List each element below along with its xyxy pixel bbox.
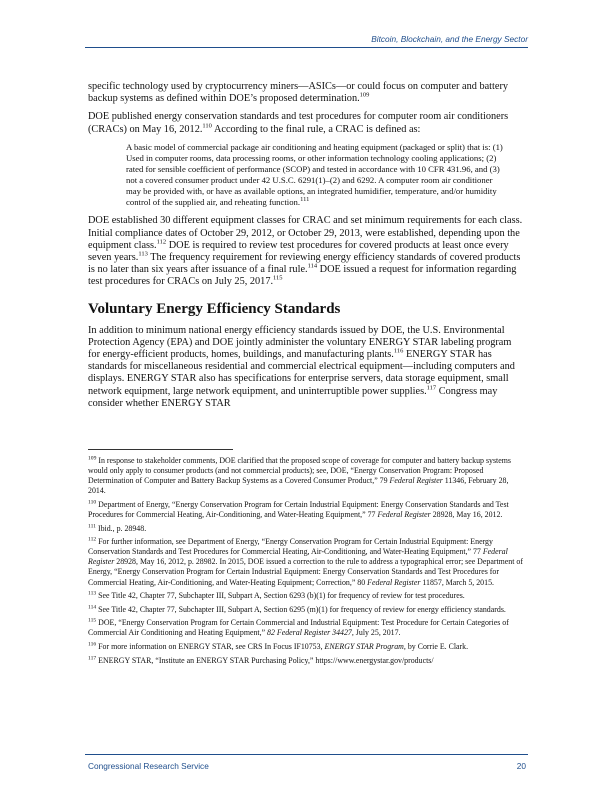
paragraph-1: specific technology used by cryptocurrency miners—ASICs—or could focus on computer and battery backup systems as defined within DOE’s proposed determination.$^{109}$ (88, 81, 509, 105)
page-number: 20 (516, 761, 526, 771)
paragraph-3: DOE established 30 different equipment classes for CRAC and set minimum requirements for each class. Initial compliance dates of October 29, 2012, or October 29, 2013, were established, depending upon the equipment class.$^{112}$ DOE is required to review test procedures for covered products at least once every seven years.$^{113}$ The frequency requirement for reviewing energy efficiency standards of covered products is no later than six years after issuance of a final rule.$^{114}$ DOE issued a request for information regarding test procedures for CRACs on July 25, 2017.$^{115}$ (88, 215, 523, 288)
footnote-113: $^{113}$ See Title 42, Chapter 77, Subchapter III, Subpart A, Section 6293 (b)(1) for frequency of review for test procedures. (88, 590, 465, 601)
paragraph-2: DOE published energy conservation standards and test procedures for computer room air conditioners (CRACs) on May 16, 2012.$^{110}$ According to the final rule, a CRAC is defined as: (88, 111, 509, 135)
footnote-111: $^{111}$ Ibid., p. 28948. (88, 522, 147, 533)
running-header: Bitcoin, Blockchain, and the Energy Sector (85, 34, 528, 48)
footer-source: Congressional Research Service (88, 761, 209, 771)
footnote-109: $^{109}$ In response to stakeholder comments, DOE clarified that the proposed scope of coverage for computer and battery backup systems would only apply to consumer products (and not commercial products); see, DOE, “Energy Conservation Program: Proposed Determination of Computer and Battery Backup Systems as a Covered Consumer Product,” 79 Federal Register 11346, February 28, 2014. (88, 455, 511, 496)
footnote-117: $^{117}$ ENERGY STAR, “Institute an ENERGY STAR Purchasing Policy,” https://www.energystar.gov/products/ (88, 654, 434, 665)
section-heading: Voluntary Energy Efficiency Standards (88, 300, 341, 317)
footnote-ref[interactable]: 117 (426, 384, 437, 392)
footnote-110: $^{110}$ Department of Energy, “Energy Conservation Program for Certain Industrial Equipment: Energy Conservation Standards and Test Procedures for Commercial Heating, Air-Conditioning, and Water-Heating Equipment,” 77 Federal Register 28928, May 16, 2012. (88, 499, 509, 519)
footnote-ref[interactable]: 112 (156, 238, 167, 246)
paragraph-4: In addition to minimum national energy efficiency standards issued by DOE, the U.S. Environmental Protection Agency (EPA) and DOE jointly administer the voluntary ENERGY STAR labeling program for energy-efficient products, homes, buildings, and manufacturing plants.$^{116}$ ENERGY STAR has standards for miscellaneous residential and commercial electrical equipment—including computers and displays. ENERGY STAR also has specifications for enterprise servers, data storage equipment, small network equipment, large network equipment, and uninterruptible power supplies.$^{117}$ Congress may consider whether ENERGY STAR (88, 324, 515, 409)
footnotes (88, 456, 524, 669)
footnote-link[interactable]: ENERGY STAR, “Institute an ENERGY STAR Purchasing Policy,” https://www.energystar.gov/products/ (96, 655, 434, 665)
footer-divider (85, 754, 528, 755)
footnote-divider (88, 449, 233, 450)
footnote-ref[interactable]: 115 (273, 274, 283, 282)
block-quote: A basic model of commercial package air conditioning and heating equipment (packaged or split) that is: (1) Used in computer rooms, data processing rooms, or other information technology cooling applications; (2) rated for sensible coefficient of performance (SCOP) and tested in accordance with 10 CFR 431.96, and (3) not a covered consumer product under 42 U.S.C. 6291(1)–(2) and 6292. A computer room air conditioner may be provided with, or have as available options, an integrated humidifier, temperature, and/or humidity control of the supplied air, and reheating function.$^{111}$ (126, 141, 503, 208)
footnote-115: $^{115}$ DOE, “Energy Conservation Program for Certain Commercial and Industrial Equipment: Test Procedure for Certain Categories of Commercial Air Conditioning and Heating Equipment,” 82 Federal Register 34427, July 25, 2017. (88, 617, 509, 638)
footnote-ref[interactable]: 116 (393, 347, 404, 355)
footnote-112: $^{112}$ For further information, see Department of Energy, “Energy Conservation Program for Certain Industrial Equipment: Energy Conservation Standards and Test Procedures for Commercial Heating, Air-Conditioning, and Water-Heating Equipment,” 77 Federal Register 28928, May 16, 2012, p. 28982. In 2015, DOE issued a correction to the rule to address a typographical error; see Department of Energy, “Energy Conservation Program for Certain Industrial Equipment: Energy Conservation Standards and Test Procedures for Commercial Heating, Air-Conditioning, and Water-Heating Equipment; Correction,” 80 Federal Register 11857, March 5, 2015. (88, 536, 523, 587)
body-text (88, 81, 524, 416)
footnote-ref[interactable]: 111 (300, 196, 310, 204)
footnote-ref[interactable]: 110 (202, 122, 212, 130)
footnote-116: $^{116}$ For more information on ENERGY STAR, see CRS In Focus IF10753, ENERGY STAR Program, by Corrie E. Clark. (88, 641, 469, 651)
footnote-ref[interactable]: 113 (138, 250, 148, 258)
footnote-ref[interactable]: 114 (307, 262, 318, 270)
footnote-114: $^{114}$ See Title 42, Chapter 77, Subchapter III, Subpart A, Section 6295 (m)(1) for frequency of review for energy efficiency standards. (88, 604, 506, 614)
footnote-ref[interactable]: 109 (359, 91, 370, 99)
